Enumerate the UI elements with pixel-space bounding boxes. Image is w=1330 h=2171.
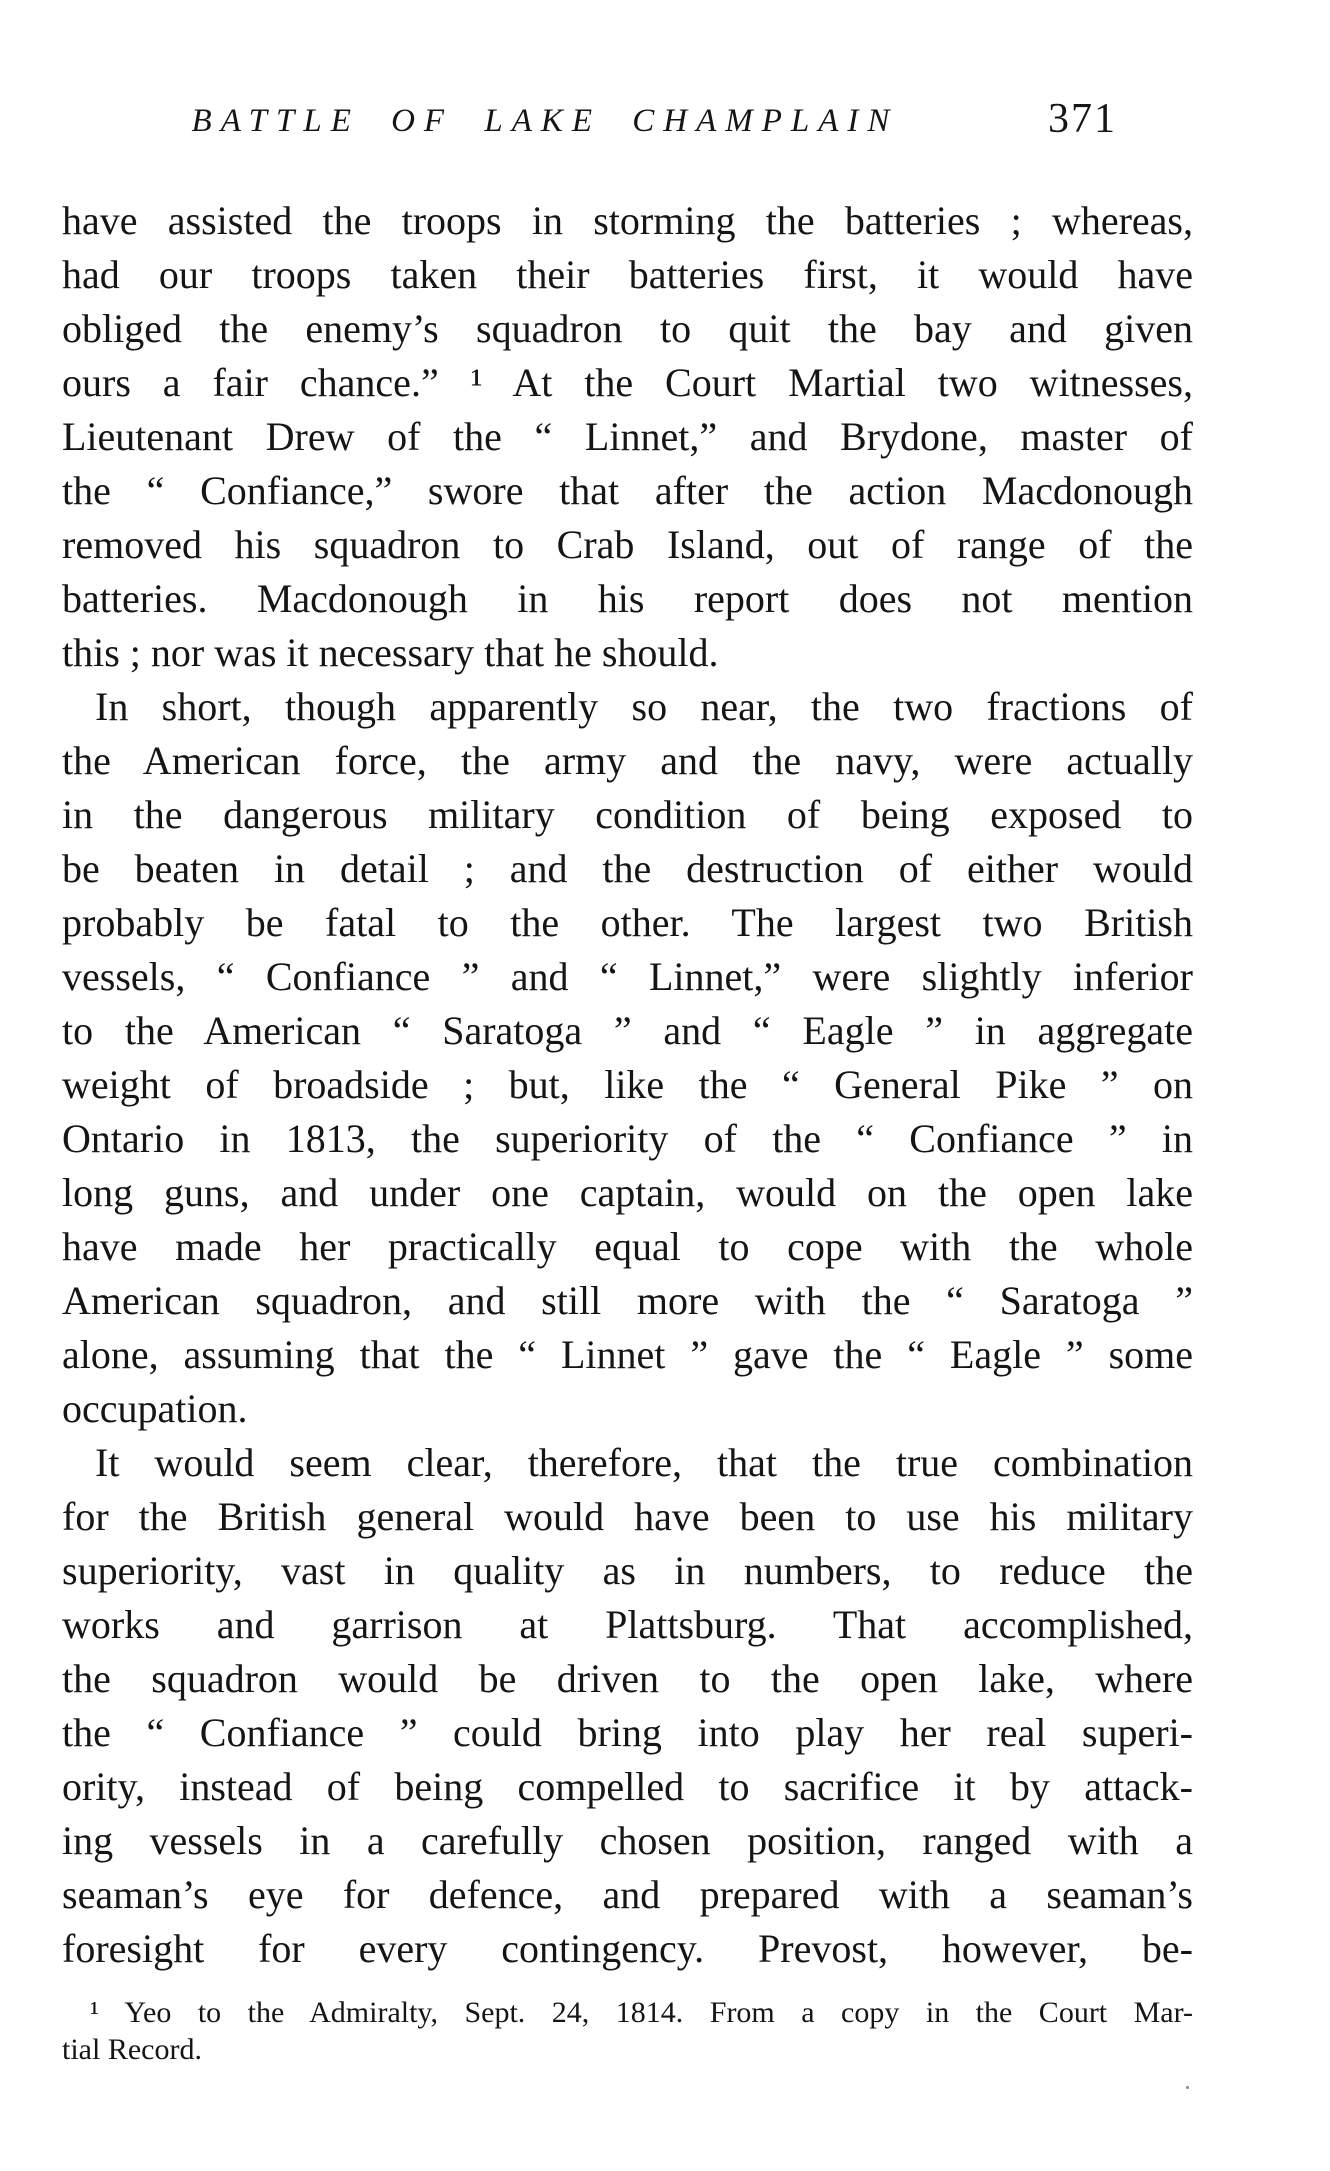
text-line: have made her practically equal to cope with the whole: [62, 1224, 1193, 1269]
text-line: the “ Confiance ” could bring into play her real superi-: [62, 1710, 1193, 1755]
text-line: probably be fatal to the other. The largest two British: [62, 900, 1193, 945]
text-line: seaman’s eye for defence, and prepared with a seaman’s: [62, 1872, 1193, 1917]
text-line: Lieutenant Drew of the “ Linnet,” and Brydone, master of: [62, 414, 1193, 459]
text-line: weight of broadside ; but, like the “ General Pike ” on: [62, 1062, 1193, 1107]
running-title: BATTLE OF LAKE CHAMPLAIN: [191, 103, 899, 139]
text-line: American squadron, and still more with the “ Saratoga ”: [62, 1278, 1193, 1323]
footnote-line: ¹ Yeo to the Admiralty, Sept. 24, 1814. From a copy in the Court Mar-: [90, 1996, 1193, 2029]
page-number: 371: [1048, 96, 1117, 142]
text-line: the squadron would be driven to the open lake, where: [62, 1656, 1193, 1701]
text-line: occupation.: [62, 1386, 248, 1431]
text-line: superiority, vast in quality as in numbers, to reduce the: [62, 1548, 1193, 1593]
text-line: in the dangerous military condition of being exposed to: [62, 792, 1193, 837]
text-line: for the British general would have been to use his military: [62, 1494, 1193, 1539]
text-line: vessels, “ Confiance ” and “ Linnet,” were slightly inferior: [62, 954, 1193, 999]
text-line: long guns, and under one captain, would on the open lake: [62, 1170, 1193, 1215]
text-line: foresight for every contingency. Prevost, however, be-: [62, 1926, 1193, 1971]
text-line: ing vessels in a carefully chosen position, ranged with a: [62, 1818, 1193, 1863]
text-line: have assisted the troops in storming the batteries ; whereas,: [62, 198, 1193, 243]
text-line: It would seem clear, therefore, that the true combination: [95, 1440, 1193, 1485]
text-block: [62, 194, 1193, 1976]
text-line: the “ Confiance,” swore that after the action Macdonough: [62, 468, 1193, 513]
footnote: [62, 1994, 1193, 2068]
text-line: alone, assuming that the “ Linnet ” gave the “ Eagle ” some: [62, 1332, 1193, 1377]
footnote-line: tial Record.: [62, 2033, 202, 2066]
text-line: Ontario in 1813, the superiority of the “ Confiance ” in: [62, 1116, 1193, 1161]
text-line: In short, though apparently so near, the two fractions of: [95, 684, 1193, 729]
text-line: batteries. Macdonough in his report does not mention: [62, 576, 1193, 621]
text-line: this ; nor was it necessary that he should.: [62, 630, 719, 675]
text-line: ours a fair chance.” ¹ At the Court Martial two witnesses,: [62, 360, 1193, 405]
text-line: the American force, the army and the navy, were actually: [62, 738, 1193, 783]
text-line: had our troops taken their batteries first, it would have: [62, 252, 1193, 297]
text-line: be beaten in detail ; and the destruction of either would: [62, 846, 1193, 891]
text-line: works and garrison at Plattsburg. That accomplished,: [62, 1602, 1193, 1647]
text-line: to the American “ Saratoga ” and “ Eagle ” in aggregate: [62, 1008, 1193, 1053]
text-line: obliged the enemy’s squadron to quit the bay and given: [62, 306, 1193, 351]
text-line: ority, instead of being compelled to sacrifice it by attack-: [62, 1764, 1193, 1809]
scan-speck: [1186, 2086, 1189, 2089]
text-line: removed his squadron to Crab Island, out of range of the: [62, 522, 1193, 567]
